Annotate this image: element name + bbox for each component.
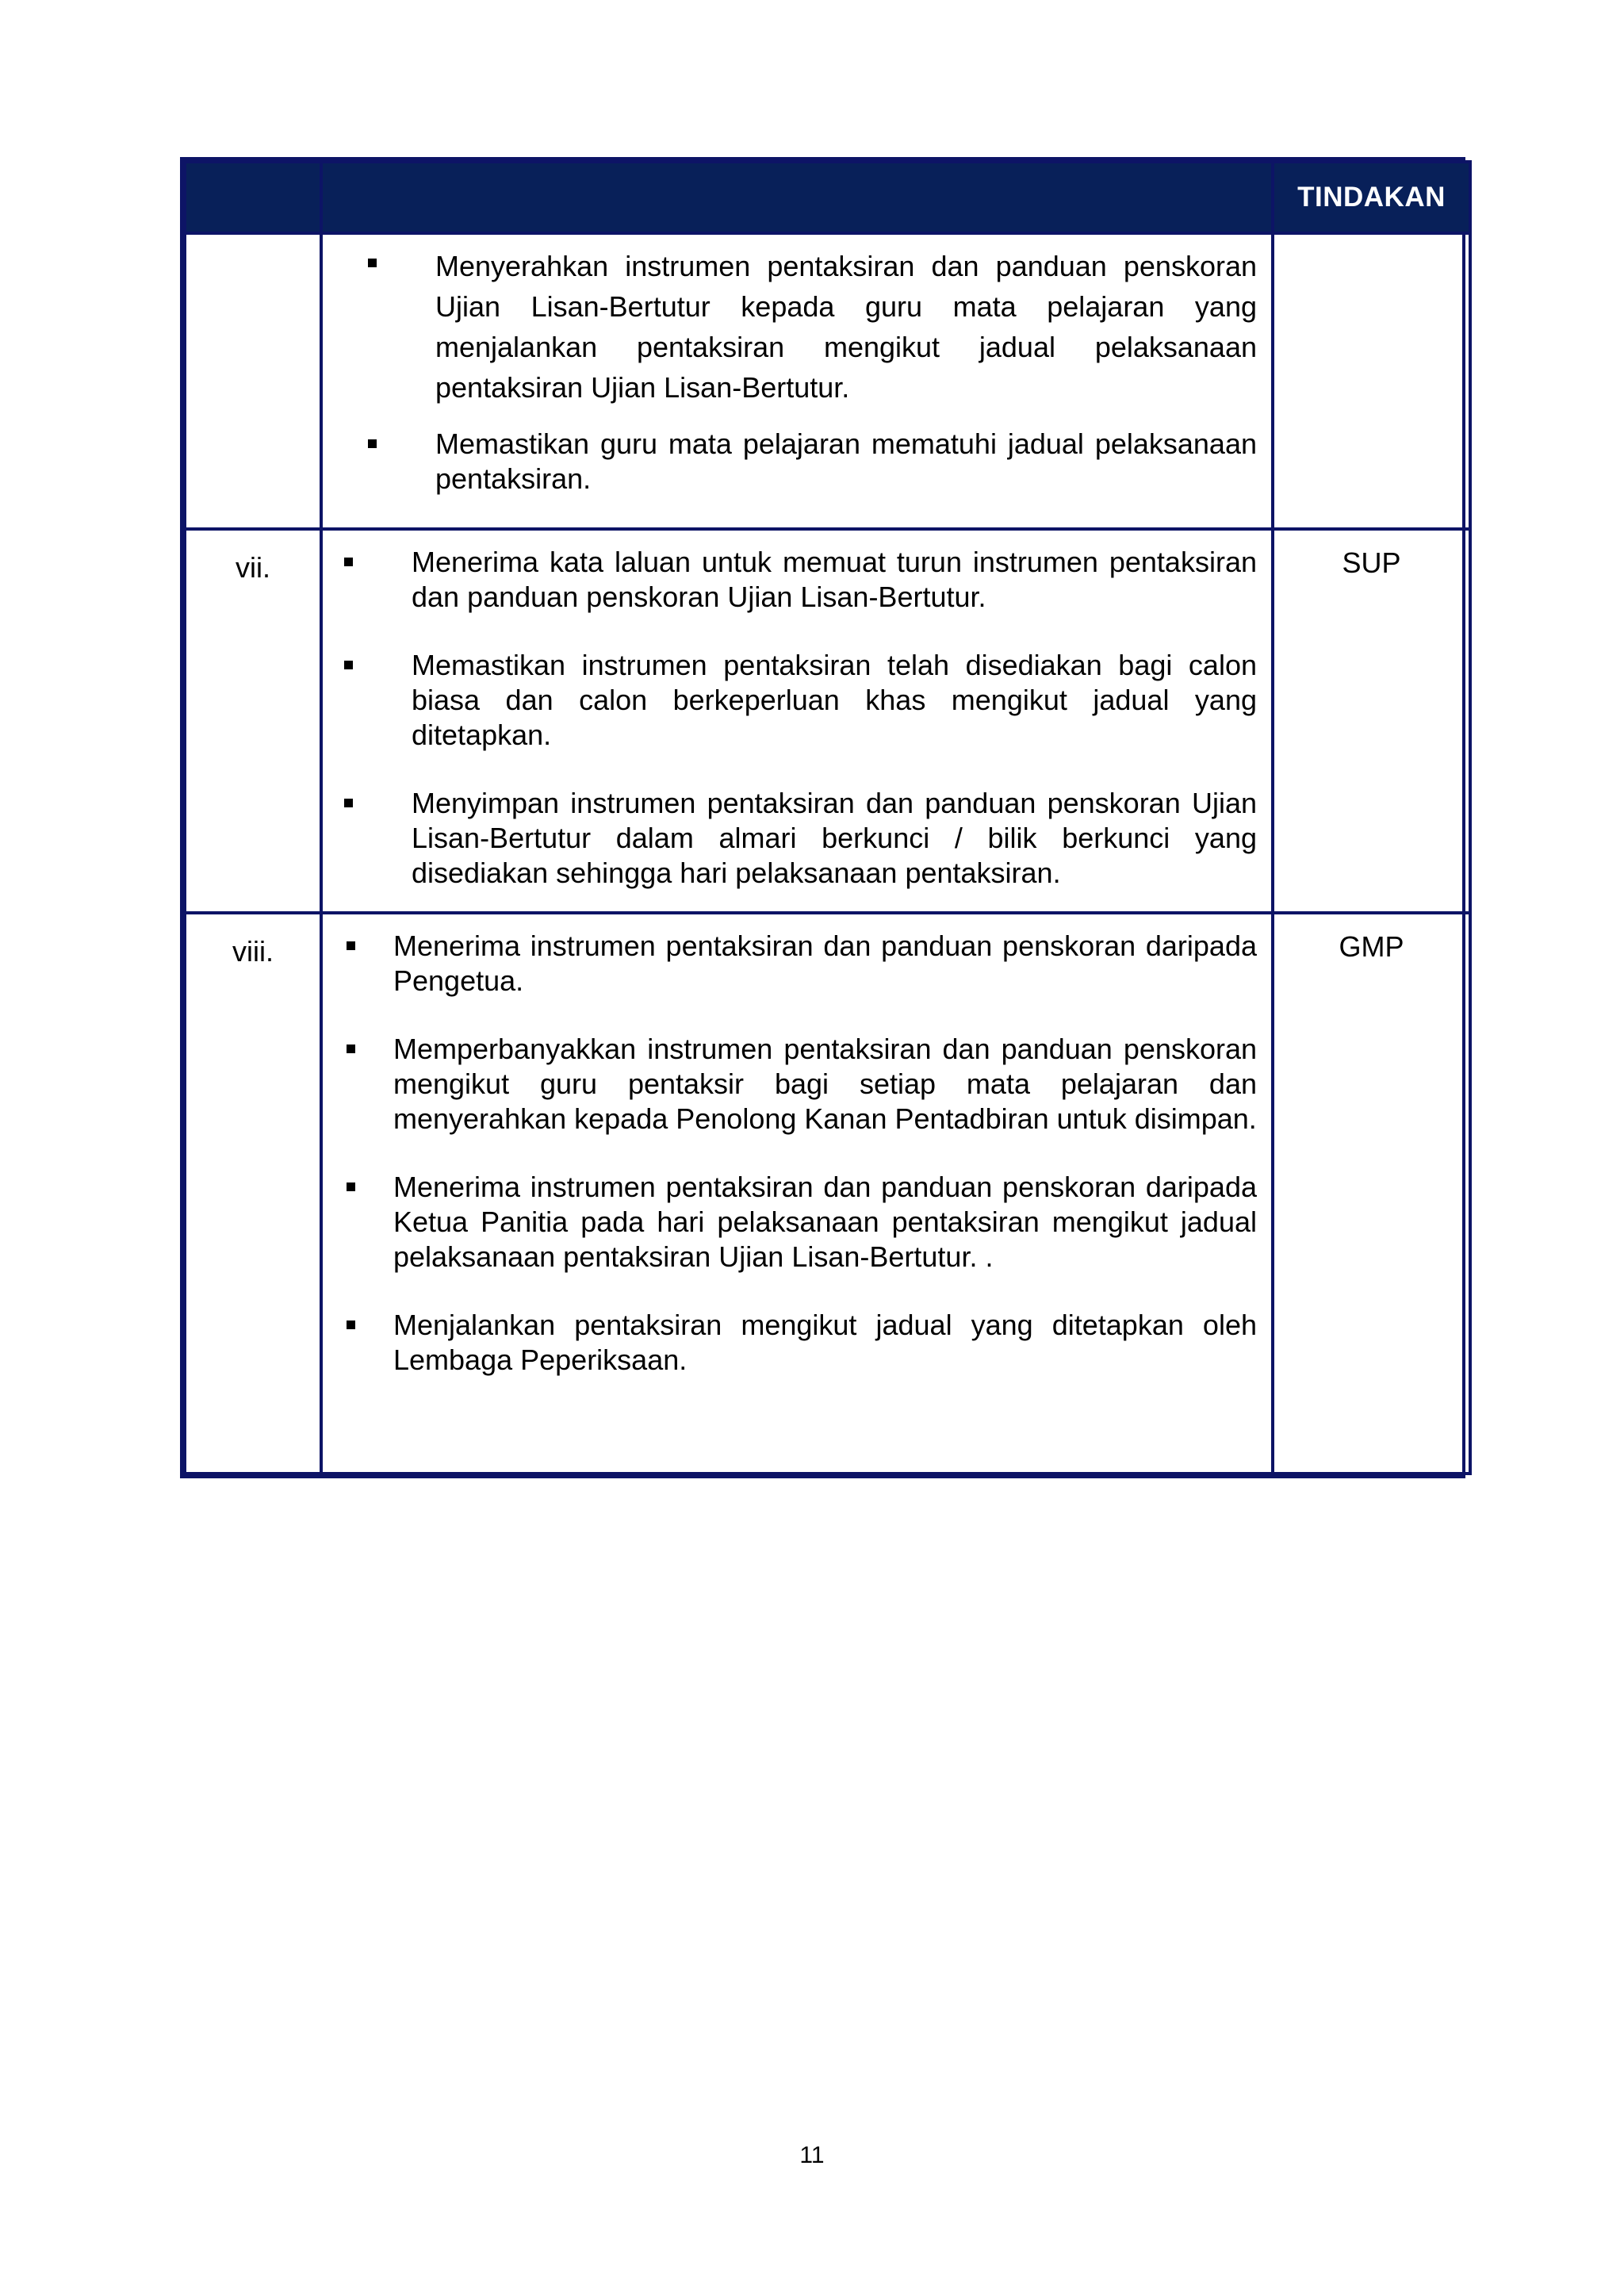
bullet-icon — [323, 1032, 393, 1137]
list-item: Menjalankan pentaksiran mengikut jadual yang ditetapkan oleh Lembaga Peperiksaan. — [323, 1308, 1257, 1378]
list-item: Memastikan instrumen pentaksiran telah disediakan bagi calon biasa dan calon berkeperluan khas mengikut jadual yang ditetapkan. — [323, 648, 1257, 753]
table-header-row — [185, 162, 1470, 233]
row-action: GMP — [1273, 913, 1470, 1474]
bullet-icon — [323, 1308, 393, 1378]
header-number-cell — [185, 162, 321, 233]
bullet-icon — [323, 1170, 393, 1274]
row-action: SUP — [1273, 529, 1470, 913]
bullet-icon — [323, 786, 412, 891]
procedure-table — [180, 157, 1465, 1478]
row-description — [321, 913, 1273, 1474]
row-action — [1273, 233, 1470, 529]
row-number — [185, 233, 321, 529]
list-item: Menyerahkan instrumen pentaksiran dan panduan penskoran Ujian Lisan-Bertutur kepada guru mata pelajaran yang menjalankan pentaksiran mengikut jadual pelaksanaan pentaksiran Ujian Lisan-Bertutur. — [323, 246, 1257, 408]
list-item: Memastikan guru mata pelajaran mematuhi jadual pelaksanaan pentaksiran. — [323, 427, 1257, 496]
page-number: 11 — [799, 2142, 825, 2168]
list-item: Memperbanyakkan instrumen pentaksiran dan panduan penskoran mengikut guru pentaksir bagi setiap mata pelajaran dan menyerahkan kepada Penolong Kanan Pentadbiran untuk disimpan. — [323, 1032, 1257, 1137]
row-description — [321, 529, 1273, 913]
bullet-icon — [323, 427, 435, 496]
row-number: viii. — [185, 913, 321, 1474]
header-description-cell — [321, 162, 1273, 233]
bullet-icon — [323, 246, 435, 408]
list-item: Menerima instrumen pentaksiran dan panduan penskoran daripada Pengetua. — [323, 929, 1257, 999]
list-item: Menerima instrumen pentaksiran dan panduan penskoran daripada Ketua Panitia pada hari pelaksanaan pentaksiran mengikut jadual pelaksanaan pentaksiran Ujian Lisan-Bertutur. . — [323, 1170, 1257, 1274]
bullet-icon — [323, 648, 412, 753]
bullet-icon — [323, 545, 412, 615]
table-row — [185, 529, 1470, 913]
table-row — [185, 233, 1470, 529]
table-row — [185, 913, 1470, 1474]
list-item: Menyimpan instrumen pentaksiran dan panduan penskoran Ujian Lisan-Bertutur dalam almari berkunci / bilik berkunci yang disediakan sehingga hari pelaksanaan pentaksiran. — [323, 786, 1257, 891]
list-item: Menerima kata laluan untuk memuat turun instrumen pentaksiran dan panduan penskoran Ujian Lisan-Bertutur. — [323, 545, 1257, 615]
row-number: vii. — [185, 529, 321, 913]
header-tindakan: TINDAKAN — [1273, 162, 1470, 233]
bullet-icon — [323, 929, 393, 999]
row-description — [321, 233, 1273, 529]
